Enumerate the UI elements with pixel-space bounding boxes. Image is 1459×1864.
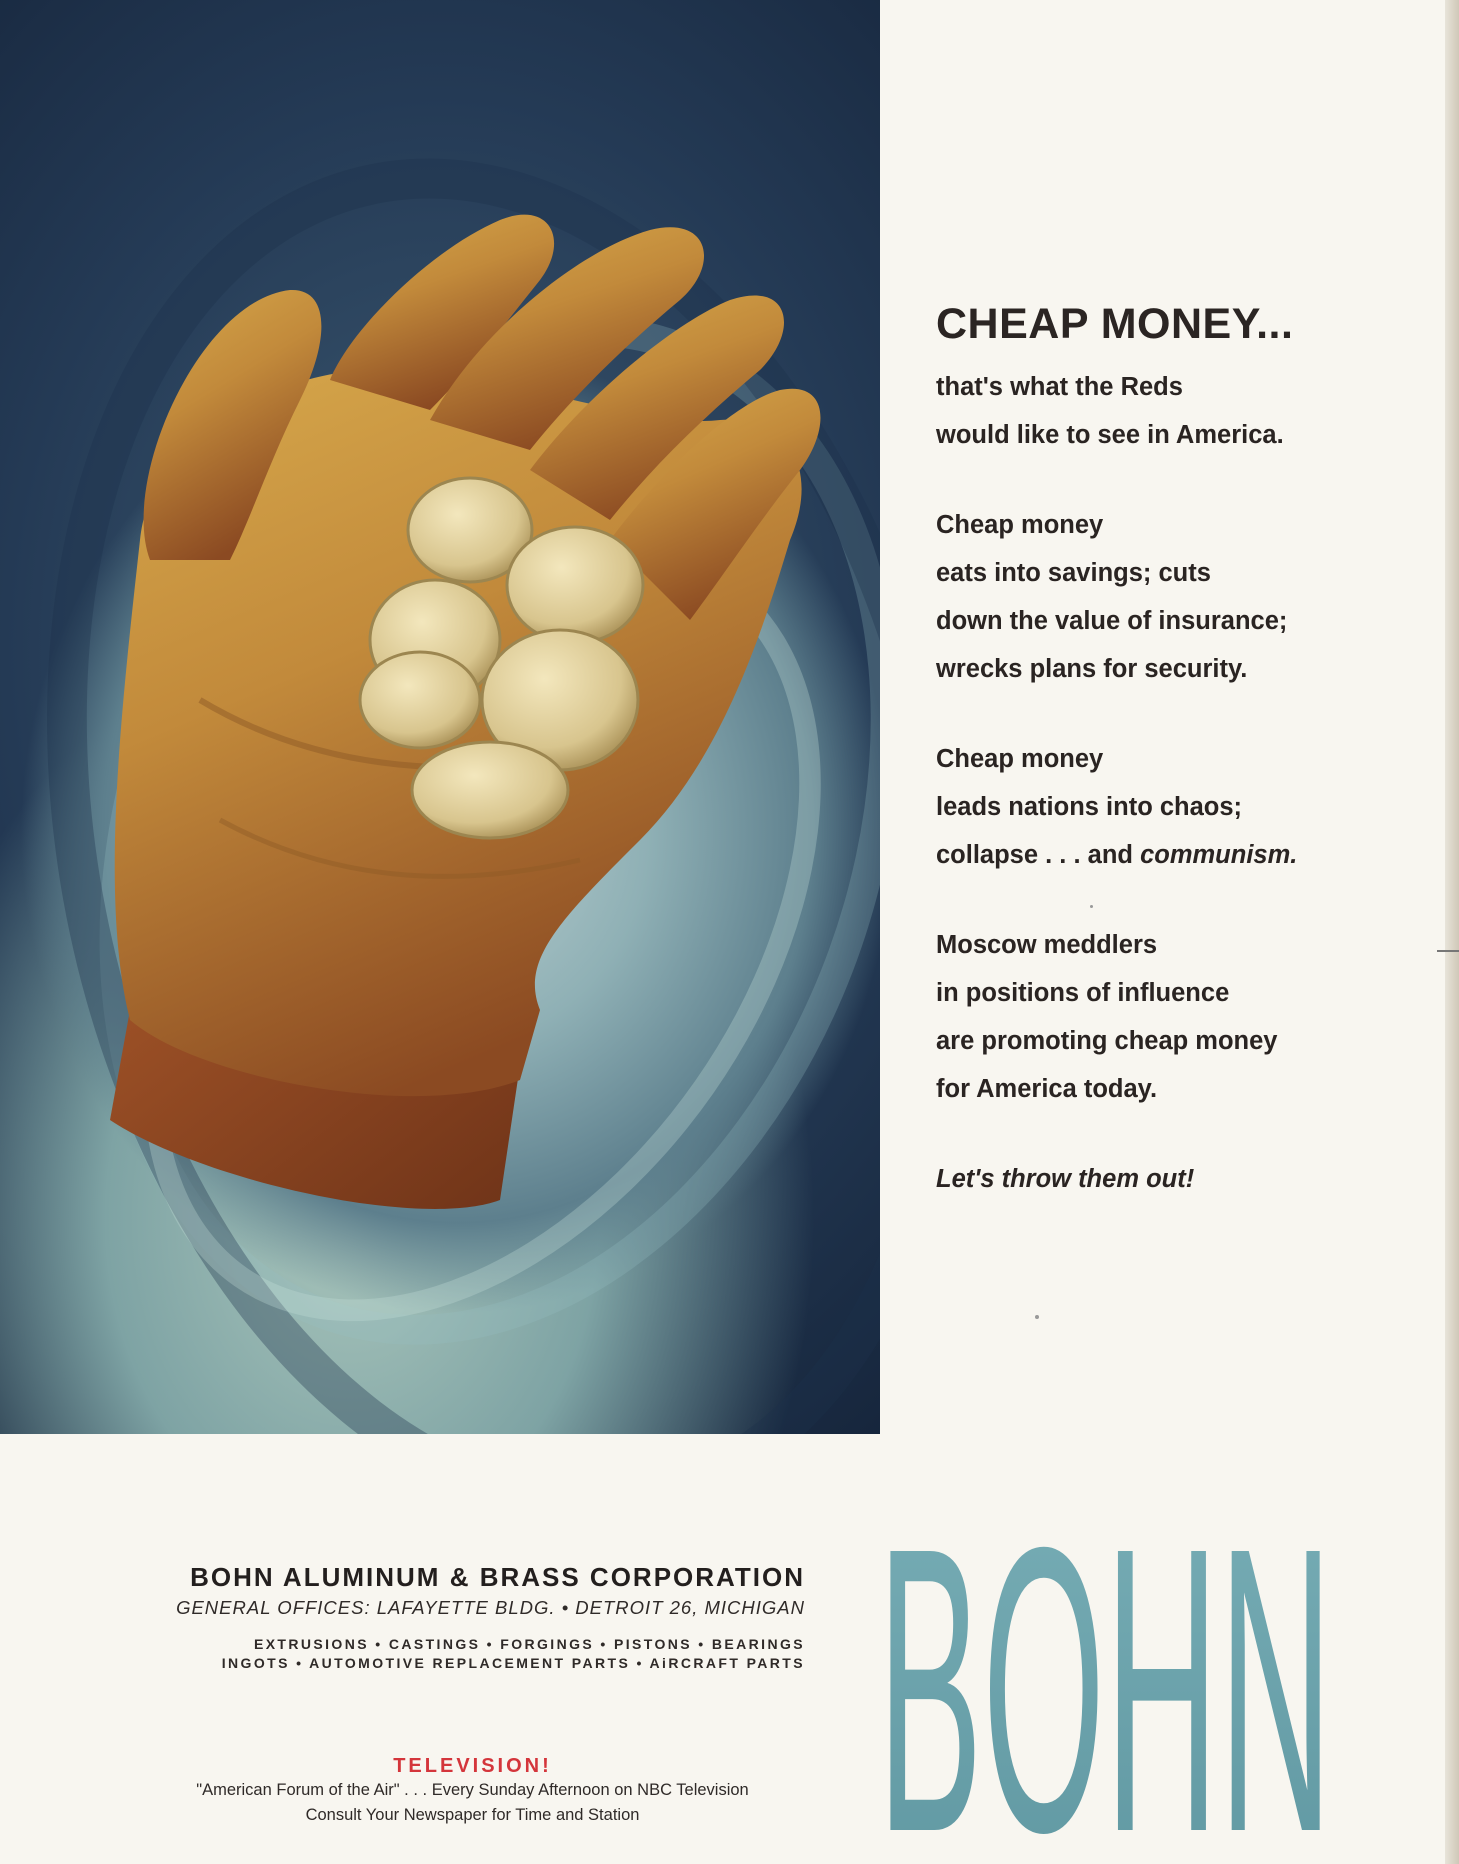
bohn-logo (870, 1430, 1340, 1850)
hand-illustration (0, 0, 880, 1434)
edge-mark (1437, 950, 1459, 952)
text-line: wrecks plans for security. (936, 655, 1248, 683)
television-notice (140, 1755, 805, 1828)
text-line: Cheap money (936, 511, 1104, 539)
speck (1090, 905, 1093, 908)
company-info (140, 1562, 805, 1673)
television-line: "American Forum of the Air" . . . Every Sunday Afternoon on NBC Television (196, 1781, 749, 1799)
company-products (140, 1635, 805, 1673)
text-line: that's what the Reds (936, 373, 1183, 401)
text-line: down the value of insurance; (936, 607, 1288, 635)
text-line: eats into savings; cuts (936, 559, 1211, 587)
company-offices: GENERAL OFFICES: LAFAYETTE BLDG. • DETROIT 26, MICHIGAN (176, 1597, 805, 1618)
products-line: INGOTS • AUTOMOTIVE REPLACEMENT PARTS • AiRCRAFT PARTS (221, 1655, 805, 1671)
paragraph-2 (936, 501, 1406, 693)
products-line: EXTRUSIONS • CASTINGS • FORGINGS • PISTONS • BEARINGS (253, 1636, 805, 1652)
paragraph-4 (936, 921, 1406, 1113)
page-edge (1445, 0, 1459, 1864)
call-to-action: Let's throw them out! (936, 1165, 1195, 1193)
text-line: would like to see in America. (936, 421, 1284, 449)
television-line: Consult Your Newspaper for Time and Station (305, 1806, 640, 1824)
speck (1035, 1315, 1039, 1319)
text-line: Moscow meddlers (936, 931, 1158, 959)
text-line (936, 831, 1406, 879)
text-line: for America today. (936, 1075, 1158, 1103)
text-emphasis: communism. (1140, 841, 1298, 869)
text-plain: collapse . . . and (936, 841, 1141, 869)
text-line: leads nations into chaos; (936, 793, 1243, 821)
text-line: Cheap money (936, 745, 1104, 773)
hand-with-coins-painting (0, 0, 880, 1434)
text-line: are promoting cheap money (936, 1027, 1278, 1055)
television-title: TELEVISION! (393, 1755, 552, 1777)
text-line: in positions of influence (936, 979, 1230, 1007)
paragraph-3 (936, 735, 1406, 879)
logo-text: BOHN (877, 1462, 1333, 1850)
ad-copy (936, 300, 1406, 1203)
company-name: BOHN ALUMINUM & BRASS CORPORATION (190, 1562, 805, 1592)
headline: CHEAP MONEY... (936, 300, 1294, 348)
paragraph-1 (936, 363, 1406, 459)
